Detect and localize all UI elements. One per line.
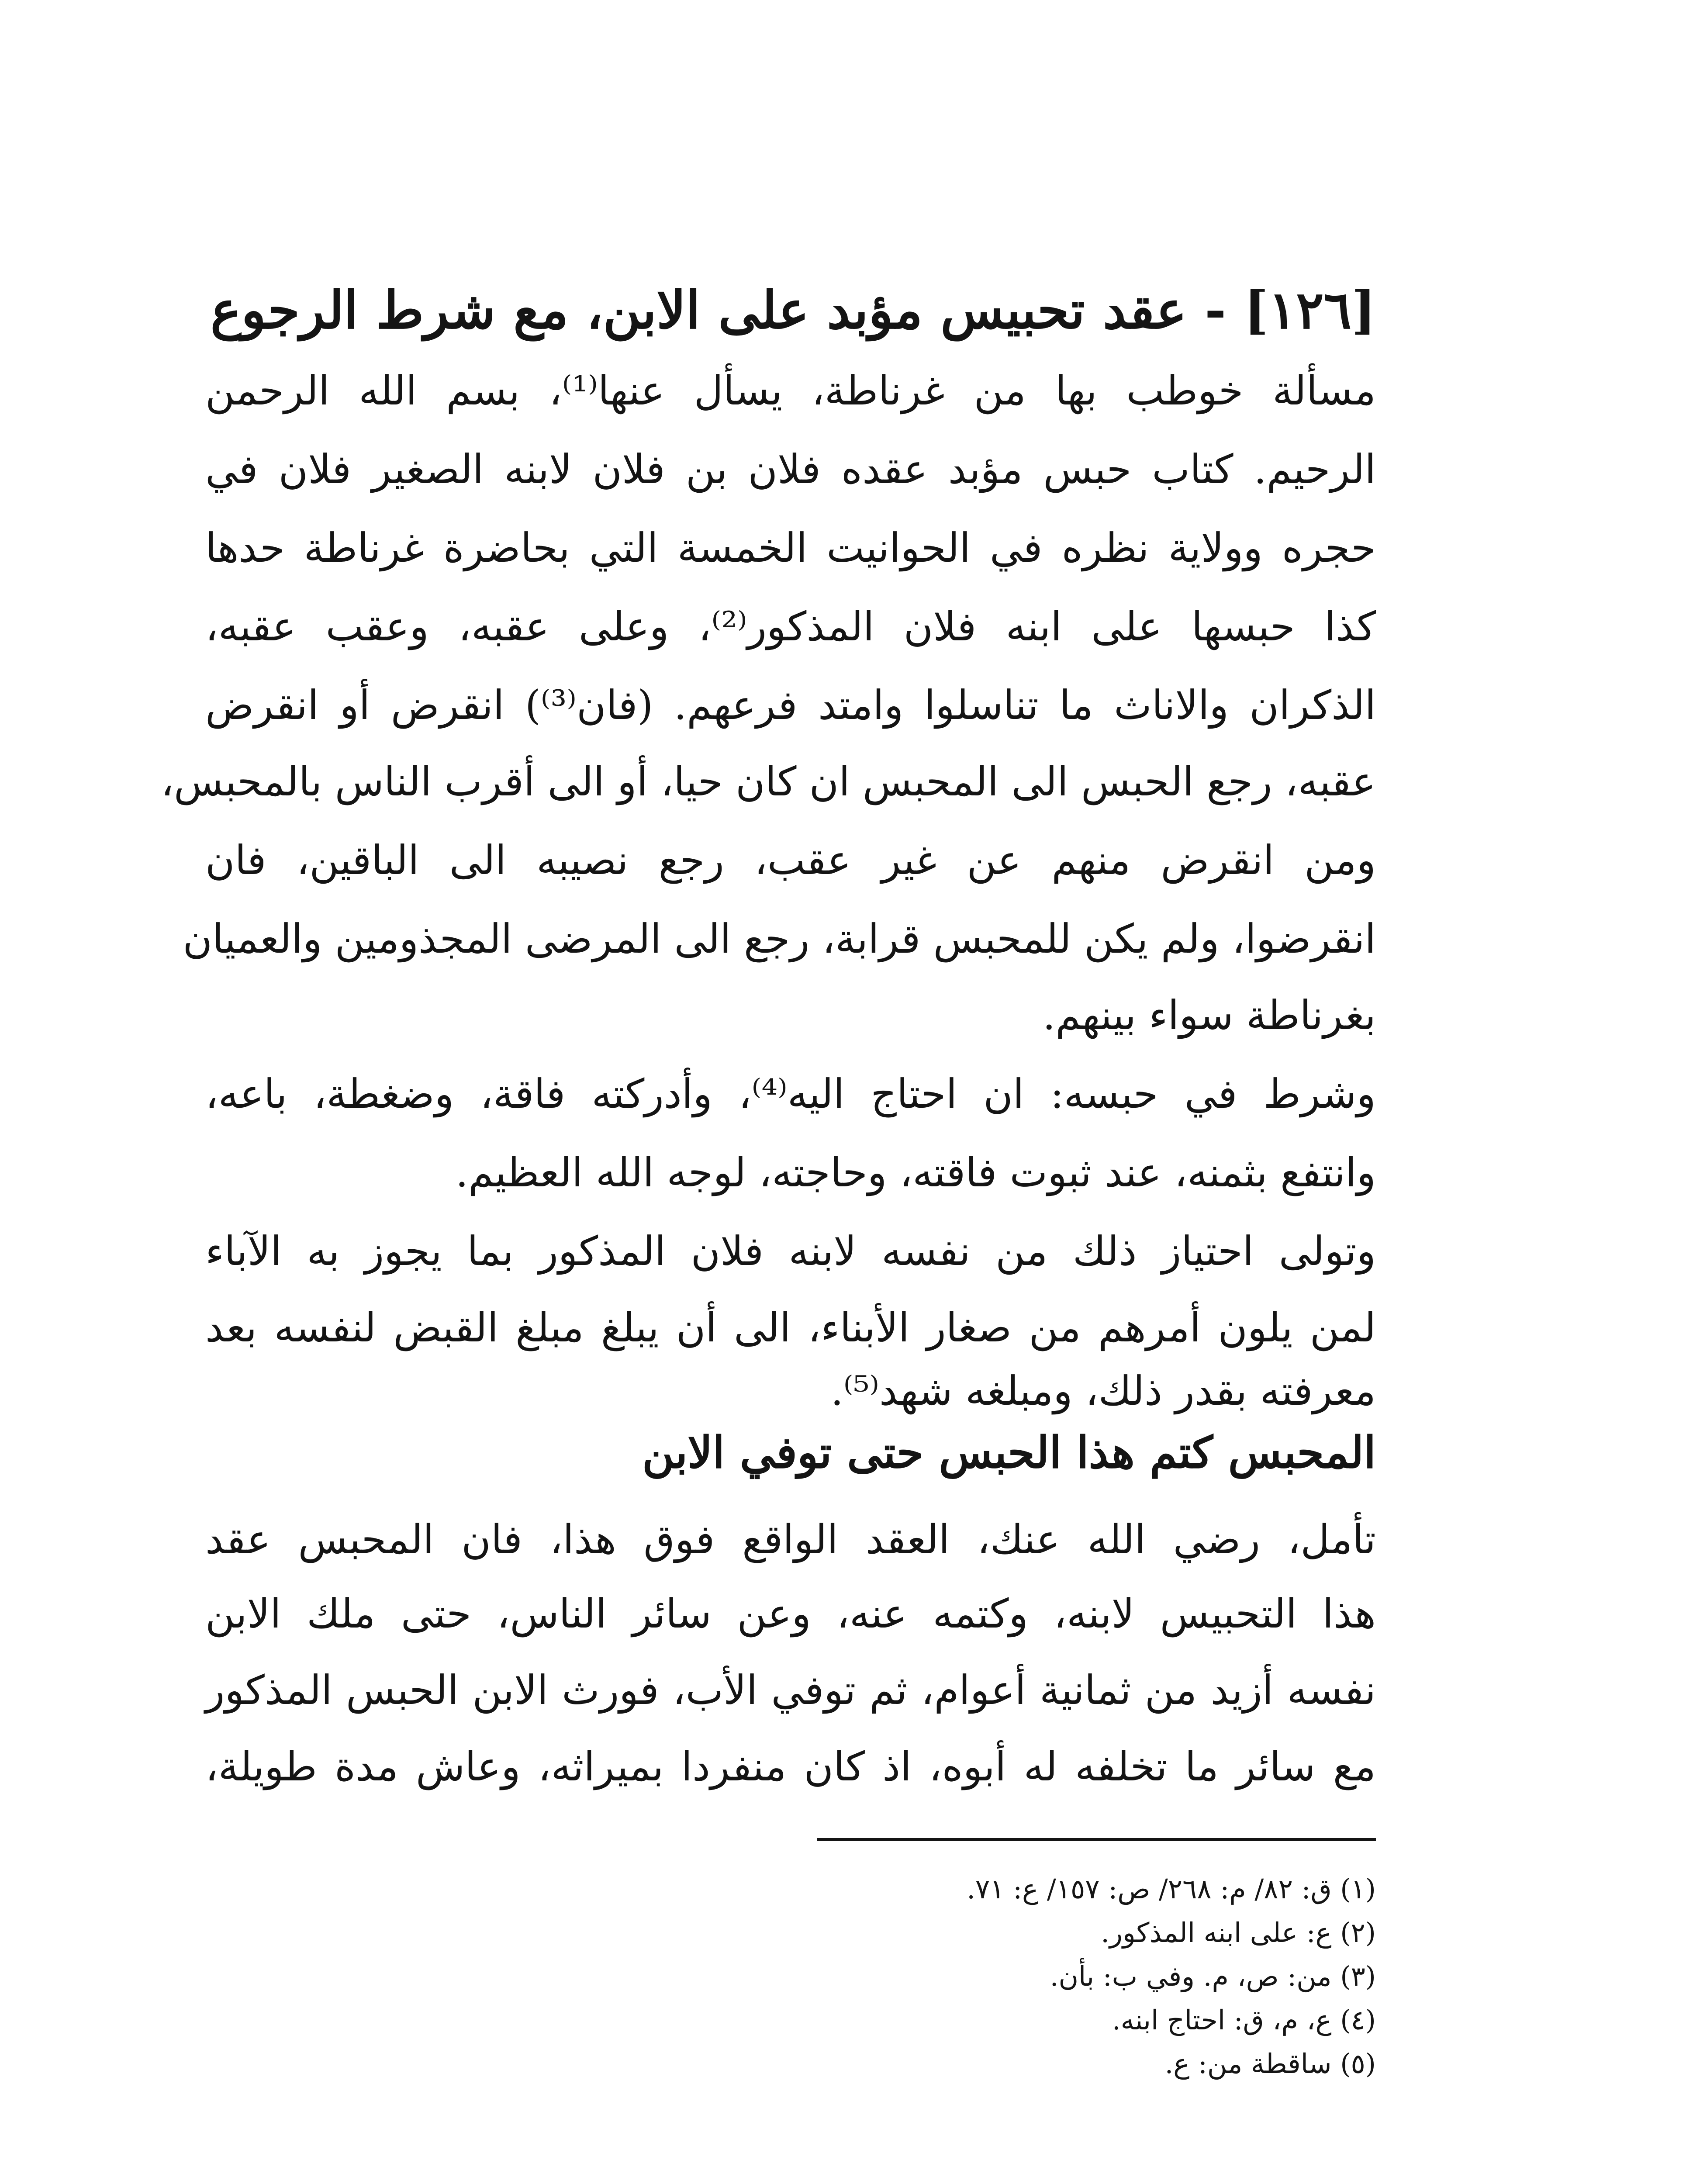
body-line: نفسه أزيد من ثمانية أعوام، ثم توفي الأب، فورث الابن الحبس المذكور <box>205 1667 1376 1714</box>
section-heading: [١٢٦] - عقد تحبيس مؤبد على الابن، مع شرط الرجوع <box>210 280 1376 340</box>
footnote: (٢) ع: على ابنه المذكور. <box>1101 1917 1376 1949</box>
body-line: كذا حبسها على ابنه فلان المذكور⁽²⁾، وعلى عقبه، وعقب عقبه، <box>205 603 1376 650</box>
body-line: لمن يلون أمرهم من صغار الأبناء، الى أن يبلغ مبلغ القبض لنفسه بعد <box>205 1304 1376 1351</box>
body-line: وتولى احتياز ذلك من نفسه لابنه فلان المذكور بما يجوز به الآباء <box>205 1228 1376 1275</box>
body-line: الرحيم. كتاب حبس مؤبد عقده فلان بن فلان لابنه الصغير فلان في <box>205 446 1376 493</box>
body-line: حجره وولاية نظره في الحوانيت الخمسة التي بحاضرة غرناطة حدها <box>205 525 1376 571</box>
body-line: الذكران والاناث ما تناسلوا وامتد فرعهم. (فان⁽³⁾) انقرض أو انقرض <box>205 682 1376 729</box>
body-line: وشرط في حبسه: ان احتاج اليه⁽⁴⁾، وأدركته فاقة، وضغطة، باعه، <box>205 1071 1376 1117</box>
body-line: انقرضوا، ولم يكن للمحبس قرابة، رجع الى المرضى المجذومين والعميان <box>183 916 1376 962</box>
footnote: (٣) من: ص، م. وفي ب: بأن. <box>1050 1960 1376 1992</box>
body-line: بغرناطة سواء بينهم. <box>1043 992 1376 1039</box>
footnote: (٤) ع، م، ق: احتاج ابنه. <box>1112 2004 1376 2036</box>
body-line: ومن انقرض منهم عن غير عقب، رجع نصيبه الى الباقين، فان <box>205 837 1376 884</box>
footnote: (٥) ساقطة من: ع. <box>1164 2048 1376 2080</box>
body-line: تأمل، رضي الله عنك، العقد الواقع فوق هذا، فان المحبس عقد <box>205 1516 1376 1563</box>
body-line: وانتفع بثمنه، عند ثبوت فاقته، وحاجته، لوجه الله العظيم. <box>455 1149 1376 1196</box>
footnote-divider <box>817 1838 1376 1841</box>
body-line: هذا التحبيس لابنه، وكتمه عنه، وعن سائر الناس، حتى ملك الابن <box>205 1590 1376 1637</box>
body-line: مع سائر ما تخلفه له أبوه، اذ كان منفردا بميراثه، وعاش مدة طويلة، <box>205 1743 1376 1790</box>
footnote: (١) ق: ٨٢/ م: ٢٦٨/ ص: ١٥٧/ ع: ٧١. <box>967 1873 1376 1905</box>
body-line: مسألة خوطب بها من غرناطة، يسأل عنها⁽¹⁾، بسم الله الرحمن <box>205 367 1376 414</box>
subsection-heading: المحبس كتم هذا الحبس حتى توفي الابن <box>642 1427 1376 1478</box>
body-line: معرفته بقدر ذلك، ومبلغه شهد⁽⁵⁾. <box>830 1368 1376 1414</box>
body-line: عقبه، رجع الحبس الى المحبس ان كان حيا، أو الى أقرب الناس بالمحبس، <box>161 758 1376 805</box>
